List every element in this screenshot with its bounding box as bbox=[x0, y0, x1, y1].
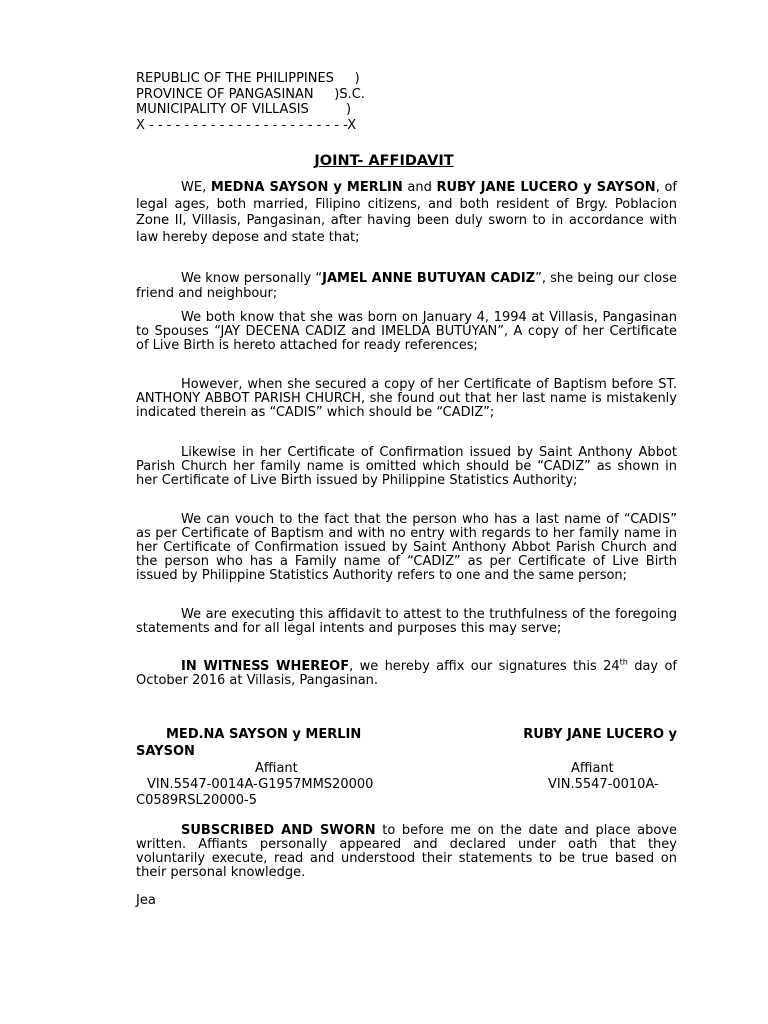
affiant-label-left: Affiant bbox=[255, 761, 298, 776]
vin-right: VIN.5547-0010A- bbox=[548, 777, 659, 792]
signature-name-right-cont: SAYSON bbox=[136, 744, 195, 759]
document-title-wrap bbox=[0, 153, 768, 169]
case-caption bbox=[136, 71, 365, 133]
vin-left: VIN.5547-0014A-G1957MMS20000 bbox=[147, 777, 374, 792]
paragraph-confirmation: Likewise in her Certificate of Confirmation issued by Saint Anthony Abbot Parish Church her family name is omitted which should be “CADIZ” as shown in her Certificate of Live Birth issued by Philippine Statistics Authority; bbox=[136, 445, 677, 488]
affiant-name-1: MEDNA SAYSON y MERLIN bbox=[210, 180, 403, 195]
signature-name-right: RUBY JANE LUCERO y bbox=[523, 727, 677, 742]
caption-municipality: MUNICIPALITY OF VILLASIS ) bbox=[136, 102, 352, 117]
affiant-label-right: Affiant bbox=[571, 761, 614, 776]
document-title: JOINT- AFFIDAVIT bbox=[314, 153, 454, 169]
subject-name: JAMEL ANNE BUTUYAN CADIZ bbox=[322, 271, 536, 286]
caption-divider: X - - - - - - - - - - - - - - - - - - - - - - -X bbox=[136, 117, 357, 133]
paragraph-affiants: WE, MEDNA SAYSON y MERLIN and RUBY JANE LUCERO y SAYSON, of legal ages, both married, Filipino citizens, and both resident of Brgy. Poblacion Zone II, Villasis, Pangasinan, after having been duly sworn to in accordance with law hereby depose and state that; bbox=[136, 180, 677, 245]
paragraph-subscribed: SUBSCRIBED AND SWORN to before me on the date and place above written. Affiants personally appeared and declared under oath that they voluntarily execute, read and understood their statements to be true based on their personal knowledge. bbox=[136, 823, 677, 880]
affiant-name-2: RUBY JANE LUCERO y SAYSON bbox=[436, 180, 656, 195]
signature-name-left: MED.NA SAYSON y MERLIN bbox=[166, 727, 362, 742]
caption-province: PROVINCE OF PANGASINAN )S.C. bbox=[136, 86, 365, 102]
caption-republic: REPUBLIC OF THE PHILIPPINES ) bbox=[136, 71, 360, 86]
vin-right-cont: C0589RSL20000-5 bbox=[136, 793, 258, 808]
paragraph-witness: IN WITNESS WHEREOF, we hereby affix our signatures this 24th day of October 2016 at Villasis, Pangasinan. bbox=[136, 657, 677, 688]
paragraph-vouch: We can vouch to the fact that the person who has a last name of “CADIS” as per Certificate of Baptism and with no entry with regards to her family name in her Certificate of Confirmation issued by Saint Anthony Abbot Parish Church and the person who has a Family name of “CADIZ” as per Certificate of Live Birth issued by Philippine Statistics Authority refers to one and the same person; bbox=[136, 512, 677, 583]
footer-text: Jea bbox=[136, 893, 156, 908]
paragraph-birth: We both know that she was born on January 4, 1994 at Villasis, Pangasinan to Spouses “JAY DECENA CADIZ and IMELDA BUTUYAN”, A copy of her Certificate of Live Birth is hereto attached for ready references; bbox=[136, 310, 677, 353]
paragraph-know-personally: We know personally “JAMEL ANNE BUTUYAN CADIZ”, she being our close friend and neighbour; bbox=[136, 271, 678, 301]
paragraph-executing: We are executing this affidavit to attest to the truthfulness of the foregoing statements and for all legal intents and purposes this may serve; bbox=[136, 607, 677, 636]
paragraph-baptism: However, when she secured a copy of her Certificate of Baptism before ST. ANTHONY ABBOT PARISH CHURCH, she found out that her last name is mistakenly indicated therein as “CADIS” which should be “CADIZ”; bbox=[136, 377, 677, 420]
